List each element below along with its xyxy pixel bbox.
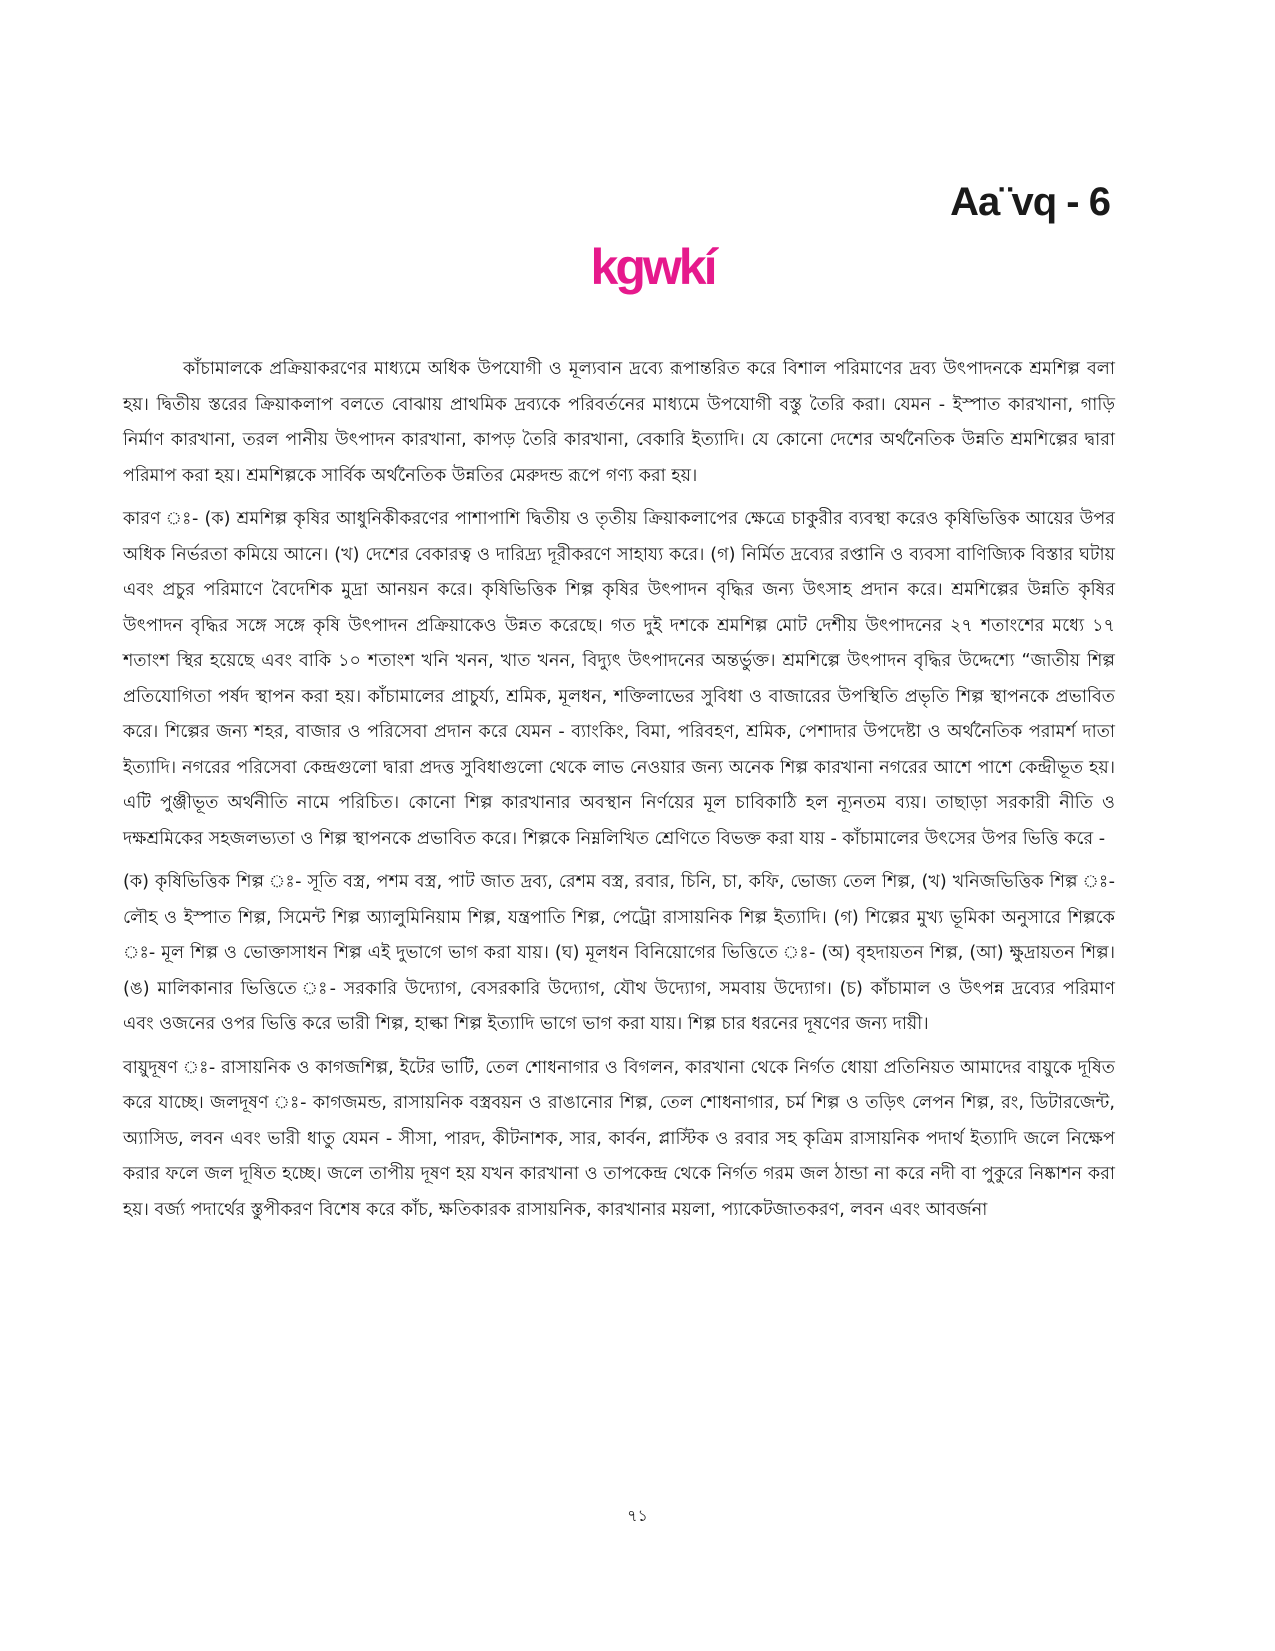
pollution-paragraph: বায়ুদূষণ ঃ- রাসায়নিক ও কাগজশিল্প, ইটের ভাটি, তেল শোধনাগার ও বিগলন, কারখানা থেকে নির্গত ধোয়া প্রতিনিয়ত আমাদের বায়ুকে দূষিত করে যাচ্ছে। জলদূষণ ঃ- কাগজমন্ড, রাসায়নিক বস্ত্রবয়ন ও রাঙানোর শিল্প, তেল শোধনাগার, চর্ম শিল্প ও তড়িৎ লেপন শিল্প, রং, ডিটারজেন্ট, অ্যাসিড, লবন এবং ভারী ধাতু যেমন - সীসা, পারদ, কীটনাশক, সার, কার্বন, প্লাস্টিক ও রবার সহ কৃত্রিম রাসায়নিক পদার্থ ইত্যাদি জলে নিক্ষেপ করার ফলে জল দূষিত হচ্ছে। জলে তাপীয় দূষণ হয় যখন কারখানা ও তাপকেন্দ্র থেকে নির্গত গরম জল ঠান্ডা না করে নদী বা পুকুরে নিষ্কাশন করা হয়। বর্জ্য পদার্থের স্তুপীকরণ বিশেষ করে কাঁচ, ক্ষতিকারক রাসায়নিক, কারখানার ময়লা, প্যাকেটজাতকরণ, লবন এবং আবর্জনা [123, 1057, 1115, 1220]
intro-paragraph: কাঁচামালকে প্রক্রিয়াকরণের মাধ্যমে অধিক উপযোগী ও মূল্যবান দ্রব্যে রূপান্তরিত করে বিশাল পরিমাণের দ্রব্য উৎপাদনকে শ্রমশিল্প বলা হয়। দ্বিতীয় স্তরের ক্রিয়াকলাপ বলতে বোঝায় প্রাথমিক দ্রব্যকে পরিবর্তনের মাধ্যমে উপযোগী বস্তু তৈরি করা। যেমন - ইস্পাত কারখানা, গাড়ি নির্মাণ কারখানা, তরল পানীয় উৎপাদন কারখানা, কাপড় তৈরি কারখানা, বেকারি ইত্যাদি। যে কোনো দেশের অর্থনৈতিক উন্নতি শ্রমশিল্পের দ্বারা পরিমাপ করা হয়। শ্রমশিল্পকে সার্বিক অর্থনৈতিক উন্নতির মেরুদন্ড রূপে গণ্য করা হয়। [123, 359, 1115, 486]
classification-paragraph: (ক) কৃষিভিত্তিক শিল্প ঃ- সূতি বস্ত্র, পশম বস্ত্র, পাট জাত দ্রব্য, রেশম বস্ত্র, রবার, চিনি, চা, কফি, ভোজ্য তেল শিল্প, (খ) খনিজভিত্তিক শিল্প ঃ- লৌহ ও ইস্পাত শিল্প, সিমেন্ট শিল্প অ্যালুমিনিয়াম শিল্প, যন্ত্রপাতি শিল্প, পেট্রো রাসায়নিক শিল্প ইত্যাদি। (গ) শিল্পের মুখ্য ভূমিকা অনুসারে শিল্পকে ঃ- মূল শিল্প ও ভোক্তাসাধন শিল্প এই দুভাগে ভাগ করা যায়। (ঘ) মূলধন বিনিয়োগের ভিত্তিতে ঃ- (অ) বৃহদায়তন শিল্প, (আ) ক্ষুদ্রায়তন শিল্প। (ঙ) মালিকানার ভিত্তিতে ঃ- সরকারি উদ্যোগ, বেসরকারি উদ্যোগ, যৌথ উদ্যোগ, সমবায় উদ্যোগ। (চ) কাঁচামাল ও উৎপন্ন দ্রব্যের পরিমাণ এবং ওজনের ওপর ভিত্তি করে ভারী শিল্প, হাল্কা শিল্প ইত্যাদি ভাগে ভাগ করা যায়। শিল্প চার ধরনের দূষণের জন্য দায়ী। [123, 872, 1115, 1034]
page-number: ৭১ [627, 1506, 648, 1525]
page-body [123, 352, 1115, 1228]
chapter-title: kgwkí [590, 239, 715, 295]
reasons-paragraph: কারণ ঃ- (ক) শ্রমশিল্প কৃষির আধুনিকীকরণের পাশাপাশি দ্বিতীয় ও তৃতীয় ক্রিয়াকলাপের ক্ষেত্রে চাকুরীর ব্যবস্থা করেও কৃষিভিত্তিক আয়ের উপর অধিক নির্ভরতা কমিয়ে আনে। (খ) দেশের বেকারত্ব ও দারিদ্র্য দূরীকরণে সাহায্য করে। (গ) নির্মিত দ্রব্যের রপ্তানি ও ব্যবসা বাণিজ্যিক বিস্তার ঘটায় এবং প্রচুর পরিমাণে বৈদেশিক মুদ্রা আনয়ন করে। কৃষিভিত্তিক শিল্প কৃষির উৎপাদন বৃদ্ধির জন্য উৎসাহ প্রদান করে। শ্রমশিল্পের উন্নতি কৃষির উৎপাদন বৃদ্ধির সঙ্গে সঙ্গে কৃষি উৎপাদন প্রক্রিয়াকেও উন্নত করেছে। গত দুই দশকে শ্রমশিল্প মোট দেশীয় উৎপাদনের ২৭ শতাংশের মধ্যে ১৭ শতাংশ স্থির হয়েছে এবং বাকি ১০ শতাংশ খনি খনন, খাত খনন, বিদ্যুৎ উৎপাদনের অন্তর্ভুক্ত। শ্রমশিল্পে উৎপাদন বৃদ্ধির উদ্দেশ্যে “জাতীয় শিল্প প্রতিযোগিতা পর্ষদ স্থাপন করা হয়। কাঁচামালের প্রাচুর্য্য, শ্রমিক, মূলধন, শক্তিলাভের সুবিধা ও বাজারের উপস্থিতি প্রভৃতি শিল্প স্থাপনকে প্রভাবিত করে। শিল্পের জন্য শহর, বাজার ও পরিসেবা প্রদান করে যেমন - ব্যাংকিং, বিমা, পরিবহণ, শ্রমিক, পেশাদার উপদেষ্টা ও অর্থনৈতিক পরামর্শ দাতা ইত্যাদি। নগরের পরিসেবা কেন্দ্রগুলো দ্বারা প্রদত্ত সুবিধাগুলো থেকে লাভ নেওয়ার জন্য অনেক শিল্প কারখানা নগরের আশে পাশে কেন্দ্রীভূত হয়। এটি পুঞ্জীভূত অর্থনীতি নামে পরিচিত। কোনো শিল্প কারখানার অবস্থান নির্ণয়ের মূল চাবিকাঠি হল ন্যূনতম ব্যয়। তাছাড়া সরকারী নীতি ও দক্ষশ্রমিকের সহজলভ্যতা ও শিল্প স্থাপনকে প্রভাবিত করে। শিল্পকে নিম্নলিখিত শ্রেণিতে বিভক্ত করা যায় - কাঁচামালের উৎসের উপর ভিত্তি করে - [123, 509, 1115, 849]
chapter-label: Aa¨vq - 6 [950, 180, 1110, 224]
